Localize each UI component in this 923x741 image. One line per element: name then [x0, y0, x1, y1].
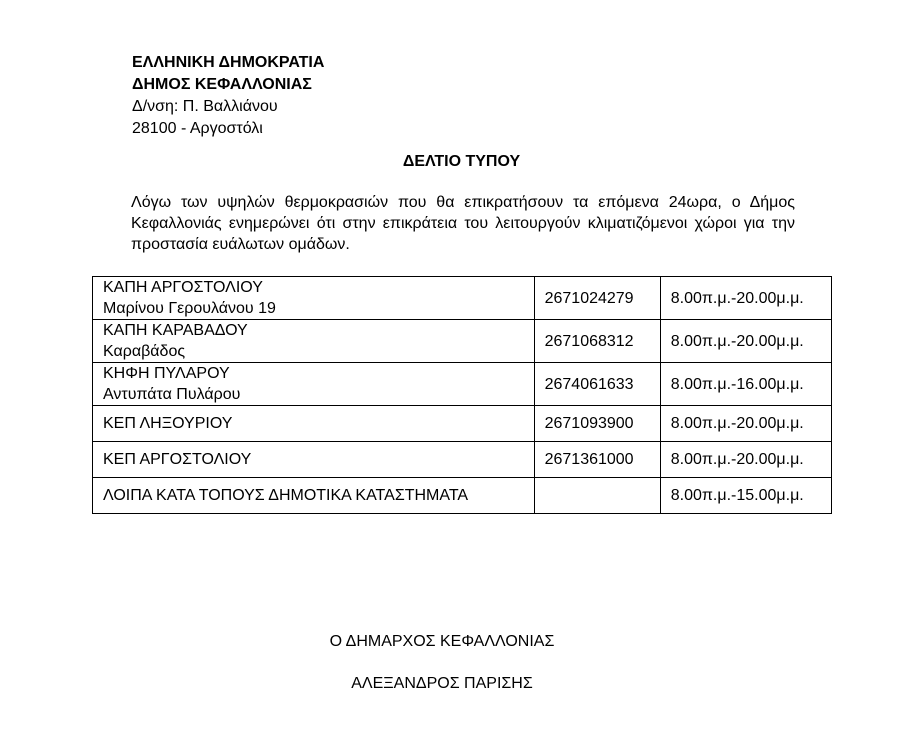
location-address: Αντυπάτα Πυλάρου [103, 386, 241, 403]
location-address: Μαρίνου Γερουλάνου 19 [103, 300, 276, 317]
location-name: ΚΕΠ ΛΗΞΟΥΡΙΟΥ [93, 406, 535, 442]
location-name: ΚΑΠΗ ΚΑΡΑΒΑΔΟΥ [103, 322, 248, 339]
table-row [93, 363, 832, 406]
table-row [93, 442, 832, 478]
location-name: ΚΑΠΗ ΑΡΓΟΣΤΟΛΙΟΥ [103, 279, 263, 296]
document-title: ΔΕΛΤΙΟ ΤΥΠΟΥ [402, 153, 521, 170]
phone-cell: 2671093900 [534, 406, 660, 442]
hours-cell: 8.00π.μ.-15.00μ.μ. [660, 478, 831, 514]
hours-cell: 8.00π.μ.-20.00μ.μ. [660, 442, 831, 478]
announcement-text: Λόγω των υψηλών θερμοκρασιών που θα επικρατήσουν τα επόμενα 24ωρα, ο Δήμος Κεφαλλονιάς ενημερώνει ότι στην επικράτεια του λειτουργούν κλιματιζόμενοι χώροι για την προστασία ευάλωτων ομάδων. [131, 194, 795, 253]
signatory-role: Ο ΔΗΜΑΡΧΟΣ ΚΕΦΑΛΛΟΝΙΑΣ [329, 633, 555, 650]
table-row [93, 277, 832, 320]
location-name: ΚΕΠ ΑΡΓΟΣΤΟΛΙΟΥ [93, 442, 535, 478]
location-cell [93, 277, 535, 320]
phone-cell: 2671361000 [534, 442, 660, 478]
table-row [93, 320, 832, 363]
location-cell [93, 320, 535, 363]
phone-cell [534, 478, 660, 514]
phone-cell: 2674061633 [534, 363, 660, 406]
location-cell [93, 363, 535, 406]
address-line: Δ/νση: Π. Βαλλιάνου [132, 98, 278, 115]
country-name: ΕΛΛΗΝΙΚΗ ΔΗΜΟΚΡΑΤΙΑ [132, 54, 325, 71]
signatory-name: ΑΛΕΞΑΝΔΡΟΣ ΠΑΡΙΣΗΣ [351, 675, 533, 692]
hours-cell: 8.00π.μ.-20.00μ.μ. [660, 406, 831, 442]
table-row [93, 478, 832, 514]
hours-cell: 8.00π.μ.-20.00μ.μ. [660, 277, 831, 320]
location-name: ΚΗΦΗ ΠΥΛΑΡΟΥ [103, 365, 230, 382]
phone-cell: 2671068312 [534, 320, 660, 363]
table-row [93, 406, 832, 442]
location-address: Καραβάδος [103, 343, 186, 360]
municipality-name: ΔΗΜΟΣ ΚΕΦΑΛΛΟΝΙΑΣ [132, 76, 312, 93]
location-name: ΛΟΙΠΑ ΚΑΤΑ ΤΟΠΟΥΣ ΔΗΜΟΤΙΚΑ ΚΑΤΑΣΤΗΜΑΤΑ [93, 478, 535, 514]
postal-line: 28100 - Αργοστόλι [132, 120, 263, 137]
letterhead [132, 52, 324, 140]
phone-cell: 2671024279 [534, 277, 660, 320]
hours-cell: 8.00π.μ.-16.00μ.μ. [660, 363, 831, 406]
cooling-locations-table [92, 276, 832, 514]
hours-cell: 8.00π.μ.-20.00μ.μ. [660, 320, 831, 363]
